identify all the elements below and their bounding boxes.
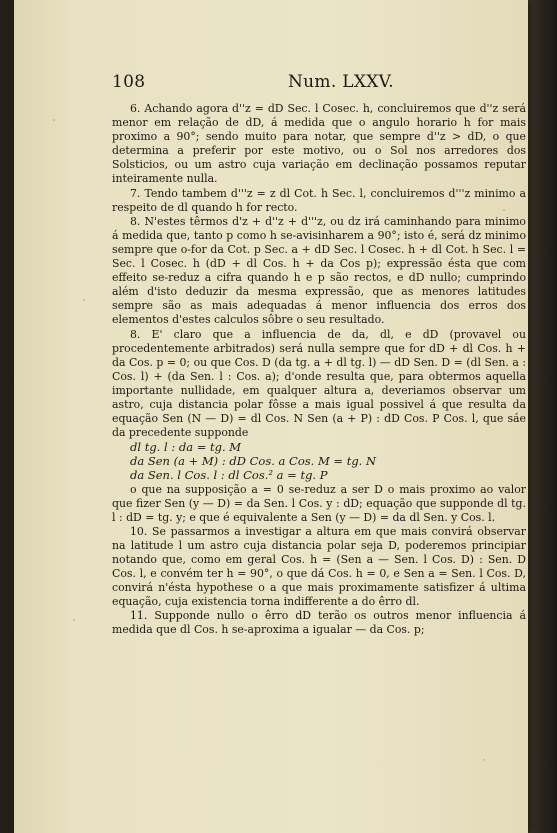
paragraph: 10. Se passarmos a investigar a altura em que mais convirá observar na latitude l um astro cuja distancia polar seja D, poderemos principiar notando que, como em geral Cos. h = (Sen a — Sen. l Cos. D) : Sen. D Cos. l, e convém ter h = 90°, o que dá Cos. h = 0, e Sen a = Sen. l Cos. D, convirá n'ésta hypothese o a que mais proximamente satisfizer á ultima equação, cuja existencia torna indifferente a do êrro dl. — [112, 524, 526, 609]
speckle — [483, 759, 484, 760]
paper-speckles — [14, 0, 557, 833]
equation: da Sen. l Cos. l : dl Cos.² a = tg. P — [130, 468, 328, 483]
book-page — [14, 0, 528, 833]
speckle — [73, 619, 75, 621]
paragraph: 8. E' claro que a influencia de da, dl, e dD (provavel ou procedentemente arbitrados) será nulla sempre que for dD + dl Cos. h + da Cos. p = 0; ou que Cos. D (da tg. a + dl tg. l) — dD Sen. D = (dl Sen. a : Cos. l) + (da Sen. l : Cos. a); d'onde resulta que, para obtermos aquella importante nullidade, em qualquer altura a, deveriamos observar um astro, cuja distancia polar fôsse a mais igual possivel á que resulta da equação Sen (N — D) = dl Cos. N Sen (a + P) : dD Cos. P Cos. l, que sáe da precedente supponde — [112, 327, 526, 440]
equation: da Sen (a + M) : dD Cos. a Cos. M = tg. N — [130, 454, 377, 469]
paragraph: o que na supposição a = 0 se-reduz a ser D o mais proximo ao valor que fizer Sen (y — D) = da Sen. l Cos. y : dD; equação que supponde dl tg. l : dD = tg. y; e que é equivalente a Sen (y — D) = da dl Sen. y Cos. l. — [112, 482, 526, 524]
running-title: Num. LXXV. — [288, 72, 394, 92]
speckle — [503, 209, 505, 211]
equation: dl tg. l : da = tg. M — [130, 440, 242, 455]
speckle — [83, 299, 84, 300]
paragraph: 7. Tendo tambem d'''z = z dl Cot. h Sec. l, concluiremos d'''z minimo a respeito de dl quando h for recto. — [112, 186, 526, 214]
paragraph: 11. Supponde nullo o êrro dD terão os outros menor influencia á medida que dl Cos. h se-aproxima a igualar — da Cos. p; — [112, 609, 526, 637]
speckle — [53, 119, 55, 121]
paragraph: 8. N'estes têrmos d'z + d''z + d'''z, ou dz irá caminhando para minimo á medida que, tanto p como h se-avisinharem a 90°; isto é, será dz minimo sempre que o-for da Cot. p Sec. a + dD Sec. l Cosec. h + dl Cot. h Sec. l = Sec. l Cosec. h (dD + dl Cos. h + da Cos p); expressão ésta que com effeito se-reduz a cifra quando h e p são rectos, e dD nullo; cumprindo além d'isto deduzir da mesma expressão, que as menores latitudes sempre são as mais adequadas á menor influencia dos erros dos elementos d'estes calculos sôbre o seu resultado. — [112, 214, 526, 327]
page-number: 108 — [112, 72, 146, 92]
paragraph: 6. Achando agora d''z = dD Sec. l Cosec. h, concluiremos que d''z será menor em relação de dD, á medida que o angulo horario h for mais proximo a 90°; sendo muito para notar, que sempre d''z > dD, o que determina a preferir por este motivo, ou o Sol nos arredores dos Solsticios, ou um astro cuja variação em declinação possamos reputar inteiramente nulla. — [112, 102, 526, 186]
